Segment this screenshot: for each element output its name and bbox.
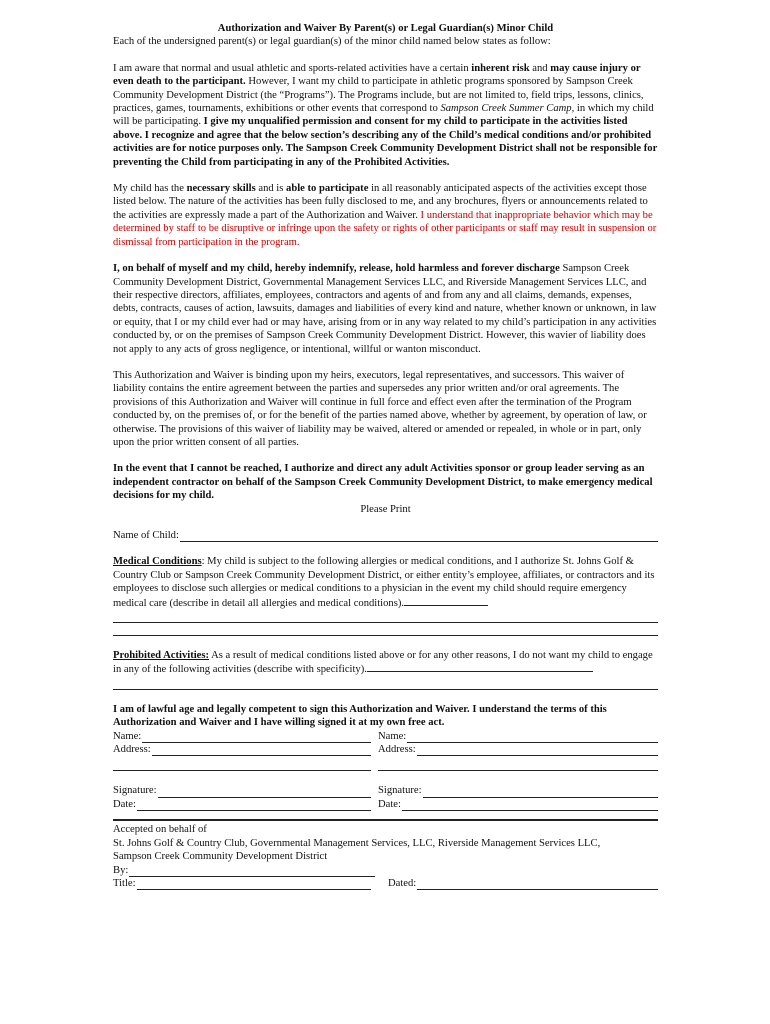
- accepted-line-2: St. Johns Golf & Country Club, Governmental Management Services, LLC, Riverside Management Services LLC,: [113, 837, 601, 849]
- prohibited-activities-label: Prohibited Activities:: [113, 650, 210, 662]
- title-dated-row: [113, 877, 658, 890]
- paragraph-indemnify: [113, 262, 658, 356]
- date-label: Date:: [113, 798, 136, 810]
- bold-span: inherent risk: [471, 62, 530, 74]
- paragraph-emergency: In the event that I cannot be reached, I authorize and direct any adult Activities sponsor or group leader serving as an independent contractor on behalf of the Sampson Creek Community Development District, to make emergency medical decisions for my child.: [113, 463, 653, 502]
- bold-span: able to participate: [286, 183, 369, 195]
- text-span: and is: [255, 183, 287, 195]
- date-field-1[interactable]: [137, 800, 371, 811]
- waiver-document: [113, 22, 658, 890]
- by-label: By:: [113, 864, 129, 876]
- text-span: I am aware that normal and usual athletic and sports-related activities have a certain: [113, 62, 472, 74]
- italic-span: Sampson Creek Summer Camp,: [440, 103, 575, 115]
- intro-text: Each of the undersigned parent(s) or legal guardian(s) of the minor child named below states as follow:: [113, 36, 551, 48]
- signature-field-1[interactable]: [158, 787, 371, 798]
- medical-conditions-line[interactable]: [113, 610, 658, 623]
- by-row: [113, 864, 375, 877]
- address-label: Address:: [378, 744, 416, 756]
- medical-conditions-paragraph: [113, 555, 658, 610]
- text-span: As a result of medical conditions listed above or for any other reasons, I do not want my child to engage in any of the following activities (describe with specificity).: [113, 650, 653, 676]
- signature-field-2[interactable]: [423, 787, 658, 798]
- name-label: Name:: [378, 730, 407, 742]
- text-span: in all reasonably anticipated aspects of the activities except those listed below. The nature of the activities has been fully disclosed to me, and any brochures, flyers or announcements related to the activities are expressly made a part of the Authorization and Waiver.: [113, 183, 648, 221]
- text-span: in which my child will be participating.: [113, 103, 654, 128]
- paragraph-risk: [113, 62, 658, 169]
- address-field-1[interactable]: [152, 745, 371, 756]
- address-label: Address:: [113, 744, 151, 756]
- name-label: Name:: [113, 730, 142, 742]
- date-row: [113, 798, 658, 811]
- prohibited-activities-paragraph: [113, 649, 658, 677]
- dated-field[interactable]: [417, 879, 658, 890]
- signature-row: [113, 784, 658, 797]
- text-span: However, I want my child to participate in athletic programs sponsored by Sampson Creek Community Development District (the “Programs”). The Programs include, but are not limited to, field trips, lessons, clinics, practices, games, tournaments, exhibitions or other events that correspond to: [113, 76, 644, 115]
- signature-label: Signature:: [113, 785, 157, 797]
- dated-label: Dated:: [388, 877, 417, 889]
- paragraph-skills: [113, 182, 658, 249]
- text-span: : My child is subject to the following allergies or medical conditions, and I authorize St. Johns Golf & Country Club or Sampson Creek Community Development District, or either entity’s employee, affiliates, or contractors and its employees to disclose such allergies or medical conditions to a physician in the event my child should require emergency medical care (describe in detail all allergies and medical conditions).: [113, 556, 655, 609]
- title-label: Title:: [113, 877, 136, 889]
- text-span: and: [529, 62, 551, 74]
- bold-span: may cause injury or even death to the participant.: [113, 62, 641, 88]
- name-field-1[interactable]: [142, 732, 371, 743]
- accepted-line-3: Sampson Creek Community Development District: [113, 851, 328, 863]
- paragraph-binding: This Authorization and Waiver is binding upon my heirs, executors, legal representatives, and successors. This waiver of liability contains the entire agreement between the parties and supersedes any prior written and/or oral agreements. The provisions of this Authorization and Waiver will continue in full force and effect even after the termination of the Program conducted by, on the premises of, or for the benefit of the parties named above, whether by agreement, by operation of law, or otherwise. The provisions of this waiver of liability may be waived, altered or amended or repealed, in whole or in part, only upon the prior written consent of all parties.: [113, 369, 647, 448]
- title-field[interactable]: [137, 879, 371, 890]
- accepted-line-1: Accepted on behalf of: [113, 824, 207, 836]
- prohibited-activities-line[interactable]: [113, 677, 658, 690]
- address-line-1[interactable]: [113, 760, 371, 771]
- medical-conditions-line[interactable]: [113, 623, 658, 636]
- address-line-2[interactable]: [378, 760, 658, 771]
- date-label: Date:: [378, 798, 401, 810]
- name-row: [113, 730, 658, 743]
- bold-span: I, on behalf of myself and my child, hereby indemnify, release, hold harmless and forever discharge: [113, 263, 560, 275]
- text-span: My child has the: [113, 183, 187, 195]
- bold-span: necessary skills: [186, 183, 256, 195]
- lawful-age-statement: I am of lawful age and legally competent to sign this Authorization and Waiver. I understand the terms of this Authorization and Waiver and I have willing signed it at my own free act.: [113, 703, 607, 729]
- name-of-child-field[interactable]: [180, 531, 658, 542]
- address-extra-row: [113, 760, 658, 771]
- text-span: Sampson Creek Community Development District, Governmental Management Services LLC, and Riverside Management Services LLC, and their respective directors, affiliates, employees, contractors and agents of and from any and all claims, demands, expenses, debts, contracts, causes of action, lawsuits, damages and liabilities of every kind and nature, whether known or unknown, in law or equity, that I or my child ever had or may have, arising from or in any way related to my child’s participation in any activities conducted by, or on the premises of Sampson Creek Community Development District. However, this wavier of liability does not apply to any acts of gross negligence, or intentional, willful or wanton misconduct.: [113, 263, 657, 355]
- bold-span: I give my unqualified permission and consent for my child to participate in the activities listed above. I recognize and agree that the below section’s describing any of the Child’s medical conditions and/or prohibited activities are for notice purposes only. The Sampson Creek Community Development District shall not be responsible for preventing the Child from participating in any of the Prohibited Activities.: [113, 116, 658, 168]
- name-field-2[interactable]: [407, 732, 658, 743]
- behavior-warning: I understand that inappropriate behavior which may be determined by staff to be disruptive or infringe upon the safety or rights of other participants or staff may result in suspension or dismissal from participation in the program.: [113, 209, 657, 248]
- accepted-section: [113, 819, 658, 890]
- prohibited-activities-field[interactable]: [367, 662, 593, 672]
- signature-label: Signature:: [378, 785, 422, 797]
- medical-conditions-label: Medical Conditions: [113, 556, 202, 568]
- address-row: [113, 743, 658, 756]
- name-of-child-row: [113, 529, 658, 542]
- date-field-2[interactable]: [402, 800, 658, 811]
- by-field[interactable]: [129, 866, 375, 877]
- name-of-child-label: Name of Child:: [113, 530, 179, 541]
- medical-conditions-field[interactable]: [404, 596, 488, 606]
- please-print-label: Please Print: [360, 503, 411, 515]
- document-title: Authorization and Waiver By Parent(s) or Legal Guardian(s) Minor Child: [217, 23, 554, 34]
- address-field-2[interactable]: [417, 745, 658, 756]
